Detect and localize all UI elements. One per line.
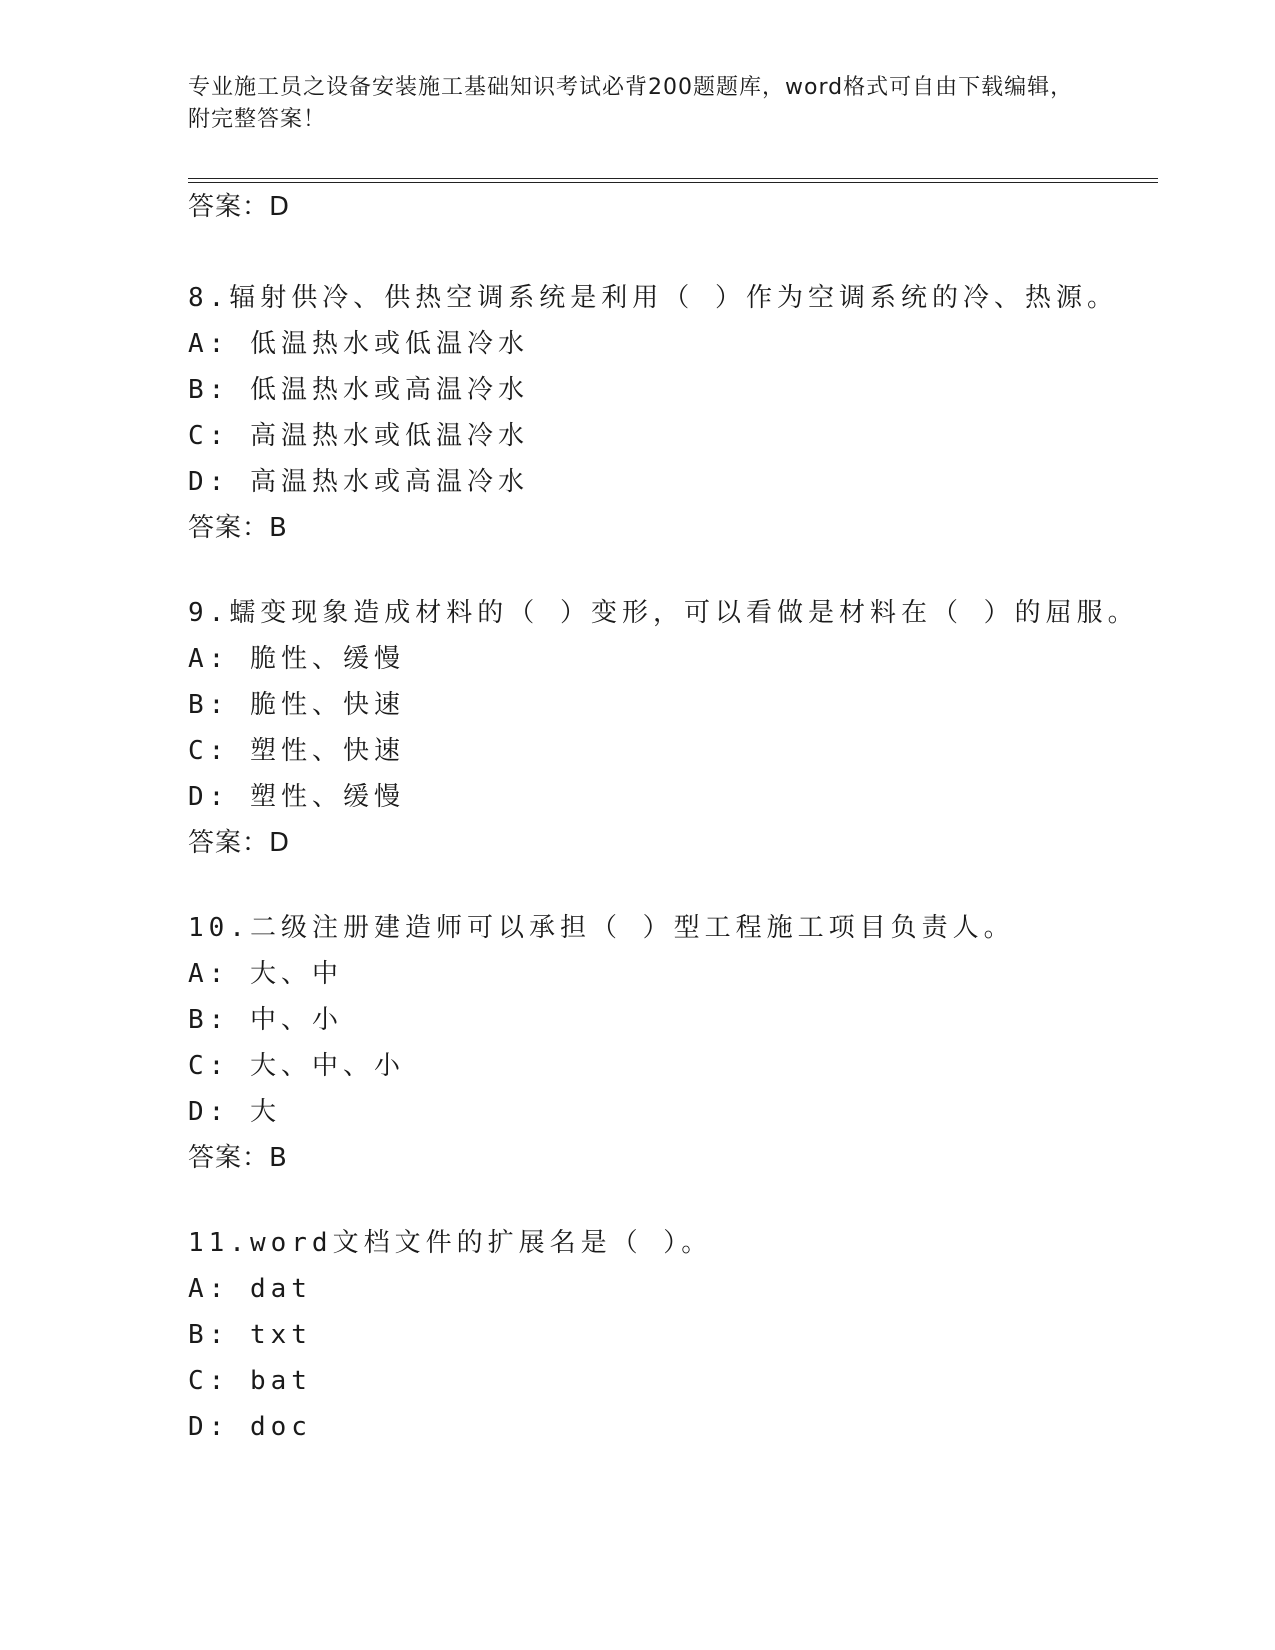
question-11	[188, 1220, 1148, 1450]
answer-line: 答案：B	[188, 1143, 288, 1173]
option-d: D: 大	[188, 1097, 281, 1127]
question-10	[188, 905, 1148, 1181]
answer-line: 答案：B	[188, 513, 288, 543]
option-b: B: 脆性、快速	[188, 690, 405, 720]
option-c: C: 高温热水或低温冷水	[188, 421, 529, 451]
question-stem: 10.二级注册建造师可以承担（ ）型工程施工项目负责人。	[188, 913, 1015, 943]
option-a: A: 脆性、缓慢	[188, 644, 405, 674]
option-d: D: 塑性、缓慢	[188, 782, 405, 812]
question-stem: 9.蠕变现象造成材料的（ ）变形，可以看做是材料在（ ）的屈服。	[188, 598, 1139, 628]
option-c: C: bat	[188, 1366, 312, 1396]
question-stem: 11.word文档文件的扩展名是（ ）。	[188, 1228, 713, 1258]
page-header: 专业施工员之设备安装施工基础知识考试必背200题题库，word格式可自由下载编辑，附完整答案！	[188, 75, 1074, 132]
question-stem: 8.辐射供冷、供热空调系统是利用（ ）作为空调系统的冷、热源。	[188, 283, 1118, 313]
option-a: A: 低温热水或低温冷水	[188, 329, 529, 359]
answer-line: 答案：D	[188, 828, 291, 858]
option-c: C: 塑性、快速	[188, 736, 405, 766]
option-a: A: dat	[188, 1274, 312, 1304]
header-double-rule	[188, 178, 1158, 183]
option-d: D: doc	[188, 1412, 312, 1442]
option-d: D: 高温热水或高温冷水	[188, 467, 529, 497]
option-b: B: 低温热水或高温冷水	[188, 375, 529, 405]
option-c: C: 大、中、小	[188, 1051, 405, 1081]
answer-line: 答案：D	[188, 192, 291, 222]
question-8	[188, 275, 1148, 551]
option-b: B: txt	[188, 1320, 312, 1350]
option-b: B: 中、小	[188, 1005, 343, 1035]
option-a: A: 大、中	[188, 959, 343, 989]
question-9	[188, 590, 1148, 866]
